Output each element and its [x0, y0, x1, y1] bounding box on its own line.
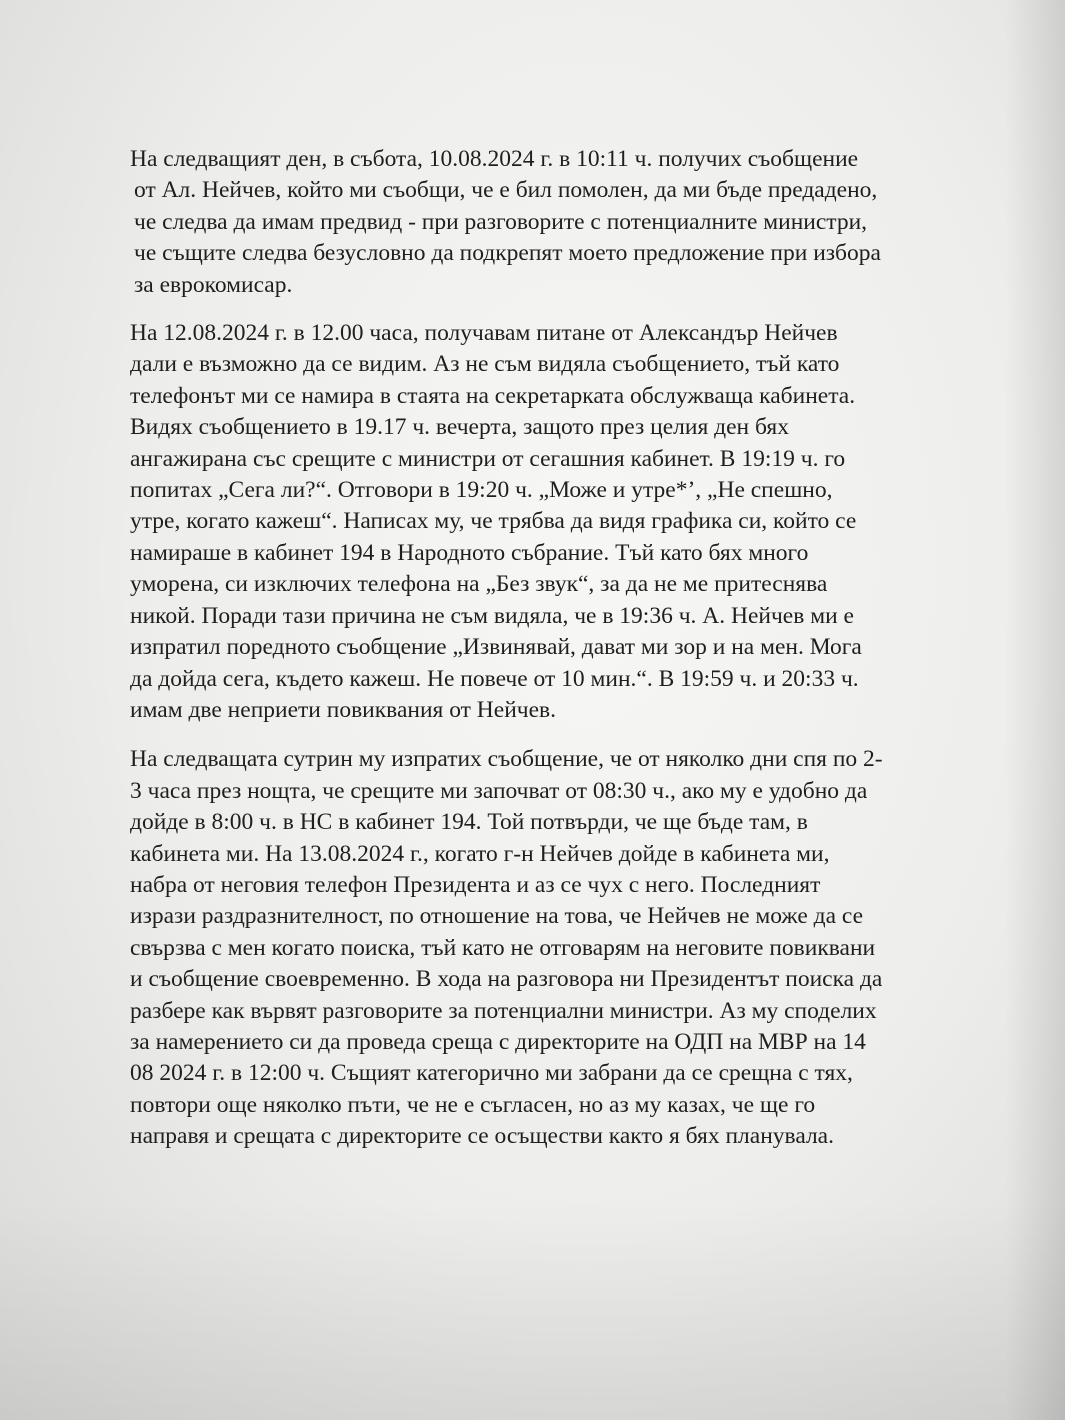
- text-line: попитах „Сега ли?“. Отговори в 19:20 ч. „Може и утре*’, „Не спешно,: [130, 477, 833, 504]
- text-line: дали е възможно да се видим. Аз не съм видяла съобщението, тъй като: [130, 351, 840, 378]
- text-line: Видях съобщението в 19.17 ч. вечерта, защото през целия ден бях: [130, 414, 789, 441]
- text-line: и съобщение своевременно. В хода на разговора ни Президентът поиска да: [130, 966, 883, 993]
- text-line: че същите следва безусловно да подкрепят моето предложение при избора: [134, 240, 881, 267]
- text-line: телефонът ми се намира в стаята на секретарката обслужваща кабинета.: [130, 382, 856, 409]
- text-line: да дойда сега, където кажеш. Не повече от 10 мин.“. В 19:59 ч. и 20:33 ч.: [130, 665, 859, 692]
- text-line: намираше в кабинет 194 в Народното събрание. Тъй като бях много: [130, 539, 809, 566]
- text-line: набра от неговия телефон Президента и аз се чух с него. Последният: [130, 871, 821, 898]
- text-line: уморена, си изключих телефона на „Без звук“, за да не ме притеснява: [130, 571, 828, 598]
- text-line: свързва с мен когато поиска, тъй като не отговарям на неговите повиквани: [130, 934, 876, 961]
- text-line: утре, когато кажеш“. Написах му, че трябва да видя графика си, който се: [130, 508, 857, 535]
- text-line: имам две неприети повиквания от Нейчев.: [130, 696, 556, 723]
- paragraph-3: [130, 744, 945, 1152]
- text-line: никой. Поради тази причина не съм видяла, че в 19:36 ч. А. Нейчев ми е: [130, 602, 854, 629]
- text-line: На 12.08.2024 г. в 12.00 часа, получавам питане от Александър Нейчев: [130, 320, 838, 347]
- text-line: за намерението си да проведа среща с директорите на ОДП на МВР на 14: [130, 1028, 866, 1055]
- text-line: че следва да имам предвид - при разговорите с потенциалните министри,: [134, 208, 868, 235]
- text-line: 08 2024 г. в 12:00 ч. Същият категорично ми забрани да се срещна с тях,: [130, 1060, 853, 1087]
- text-line: повтори още няколко пъти, че не е съгласен, но аз му казах, че ще го: [130, 1091, 816, 1118]
- paragraph-1: [130, 144, 945, 301]
- paragraph-2: [130, 318, 945, 726]
- text-line: На следващата сутрин му изпратих съобщение, че от няколко дни спя по 2-: [130, 746, 883, 773]
- text-line: ангажирана със срещите с министри от сегашния кабинет. В 19:19 ч. го: [130, 445, 846, 472]
- text-line: дойде в 8:00 ч. в НС в кабинет 194. Той потвърди, че ще бъде там, в: [130, 809, 808, 836]
- text-line: от Ал. Нейчев, който ми съобщи, че е бил помолен, да ми бъде предадено,: [134, 177, 878, 204]
- text-line: кабинета ми. На 13.08.2024 г., когато г-н Нейчев дойде в кабинета ми,: [130, 840, 830, 867]
- text-line: изпратил поредното съобщение „Извинявай, дават ми зор и на мен. Мога: [130, 634, 862, 661]
- text-line: направя и срещата с директорите се осъществи както я бях планувала.: [130, 1123, 834, 1150]
- text-line: за еврокомисар.: [134, 271, 293, 298]
- text-line: На следващият ден, в събота, 10.08.2024 г. в 10:11 ч. получих съобщение: [130, 146, 859, 172]
- text-line: 3 часа през нощта, че срещите ми започват от 08:30 ч., ако му е удобно да: [130, 777, 868, 804]
- text-line: изрази раздразнителност, по отношение на това, че Нейчев не може да се: [130, 903, 864, 930]
- document-body: [130, 144, 945, 1153]
- text-line: разбере как вървят разговорите за потенциални министри. Аз му споделих: [130, 997, 877, 1024]
- paper-shadow-bottom: [0, 1200, 1065, 1420]
